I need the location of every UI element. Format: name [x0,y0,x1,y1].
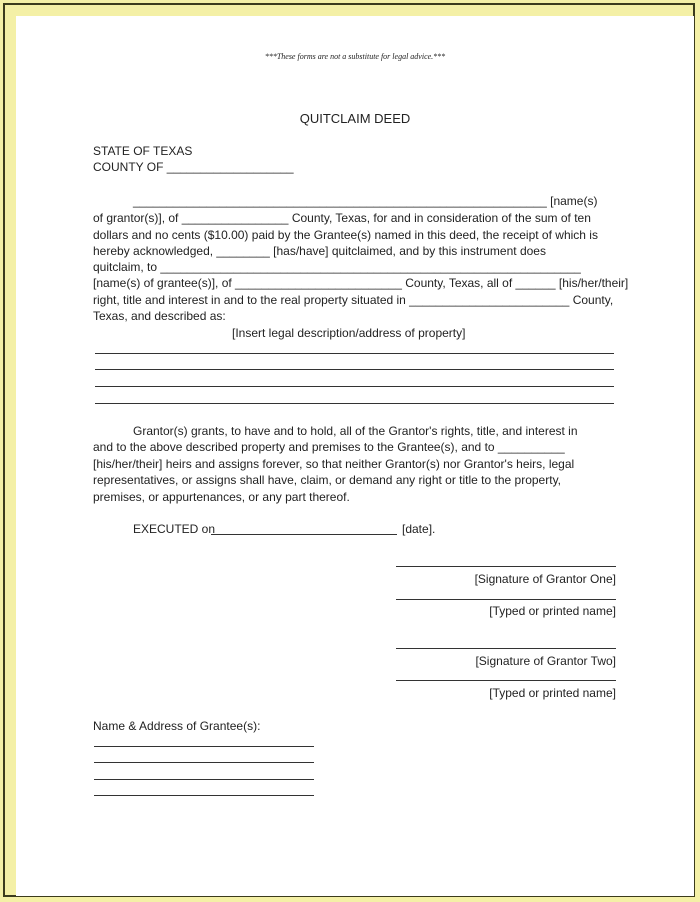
body-line-6: [name(s) of grantee(s)], of _________________________ County, Texas, all of ______ [his/her/their] [93,276,629,290]
description-line-2 [95,369,614,370]
grantee-address-line-1 [94,746,314,747]
grant-line-1: Grantor(s) grants, to have and to hold, all of the Grantor's rights, title, and interest in [133,424,578,438]
grant-line-3: [his/her/their] heirs and assigns forever, so that neither Grantor(s) nor Grantor's heirs, legal [93,457,575,471]
body-line-5: quitclaim, to _______________________________________________________________ [93,260,581,274]
description-line-4 [95,403,614,404]
printed-name-label-grantor-one: [Typed or printed name] [489,604,616,618]
disclaimer: ***These forms are not a substitute for legal advice.*** [264,52,446,61]
grantee-address-label: Name & Address of Grantee(s): [93,719,261,733]
body-line-8: Texas, and described as: [93,309,226,323]
printed-name-line-grantor-two [396,680,616,681]
description-line-3 [95,386,614,387]
signature-label-grantor-one: [Signature of Grantor One] [474,572,616,586]
document-frame [3,3,695,897]
grantee-address-line-3 [94,779,314,780]
body-line-3: dollars and no cents ($10.00) paid by the Grantee(s) named in this deed, the receipt of which is [93,228,598,242]
grant-line-5: premises, or appurtenances, or any part thereof. [93,490,350,504]
printed-name-line-grantor-one [396,599,616,600]
body-line-4: hereby acknowledged, ________ [has/have] quitclaimed, and by this instrument does [93,244,546,258]
signature-line-grantor-one [396,566,616,567]
printed-name-label-grantor-two: [Typed or printed name] [489,686,616,700]
legal-description-placeholder: [Insert legal description/address of property] [232,326,466,340]
grant-line-4: representatives, or assigns shall have, claim, or demand any right or title to the property, [93,473,562,487]
signature-line-grantor-two [396,648,616,649]
description-line-1 [95,353,614,354]
grantee-address-line-2 [94,762,314,763]
body-line-2: of grantor(s)], of ________________ County, Texas, for and in consideration of the sum of ten [93,211,591,225]
executed-label: EXECUTED on [133,522,216,536]
body-line-7: right, title and interest in and to the real property situated in ________________________ County, [93,293,614,307]
document-title: QUITCLAIM DEED [299,111,411,126]
document-page [16,16,694,896]
grantee-address-line-4 [94,795,314,796]
county-line: COUNTY OF ___________________ [93,160,294,174]
grant-line-2: and to the above described property and premises to the Grantee(s), and to __________ [93,440,565,454]
executed-date-line [211,534,397,535]
body-line-1: ______________________________________________________________ [name(s) [133,194,598,208]
signature-label-grantor-two: [Signature of Grantor Two] [475,654,616,668]
executed-suffix: [date]. [402,522,436,536]
state-line: STATE OF TEXAS [93,144,193,158]
